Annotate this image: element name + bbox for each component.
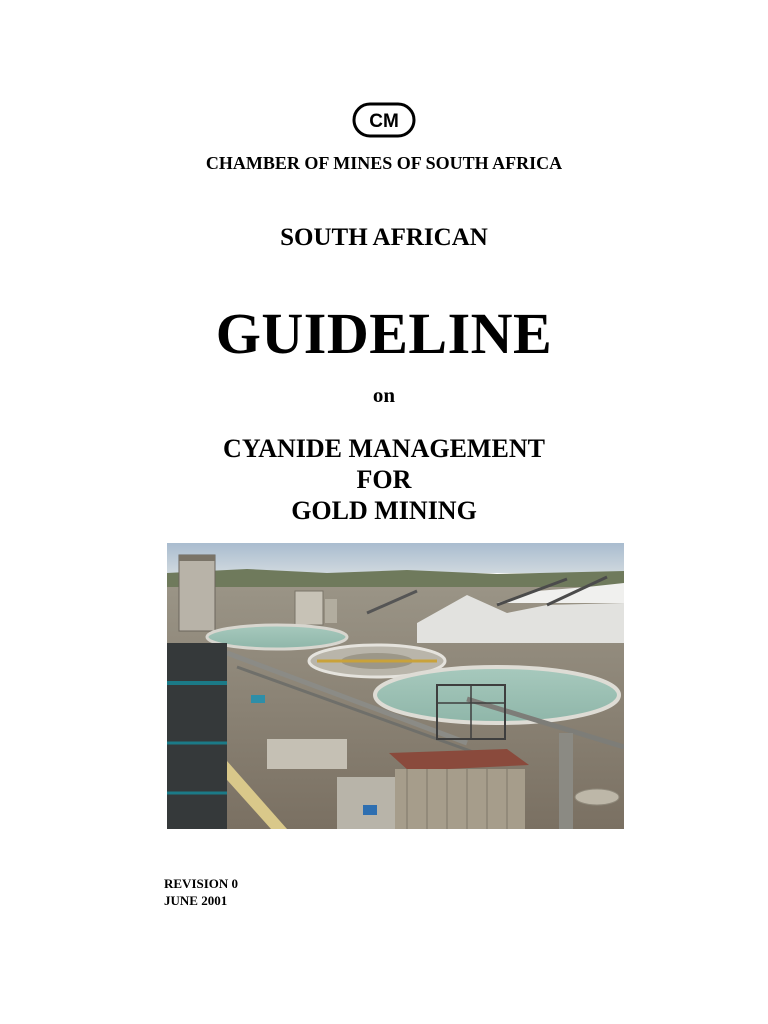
chamber-of-mines-logo-icon: [352, 102, 416, 138]
title-connector: on: [372, 383, 396, 407]
topic-line: FOR: [356, 465, 412, 494]
gold-processing-plant-photo: [167, 543, 624, 829]
logo-text: CM: [369, 111, 399, 132]
revision-number: REVISION 0: [164, 876, 239, 891]
topic-line: GOLD MINING: [291, 496, 477, 525]
document-topic: [0, 433, 768, 526]
revision-info: [164, 875, 238, 909]
topic-line: CYANIDE MANAGEMENT: [223, 434, 545, 463]
organization-name: CHAMBER OF MINES OF SOUTH AFRICA: [205, 153, 563, 173]
revision-date: JUNE 2001: [164, 893, 228, 908]
document-subtitle: SOUTH AFRICAN: [280, 224, 488, 251]
document-title: GUIDELINE: [215, 301, 553, 366]
